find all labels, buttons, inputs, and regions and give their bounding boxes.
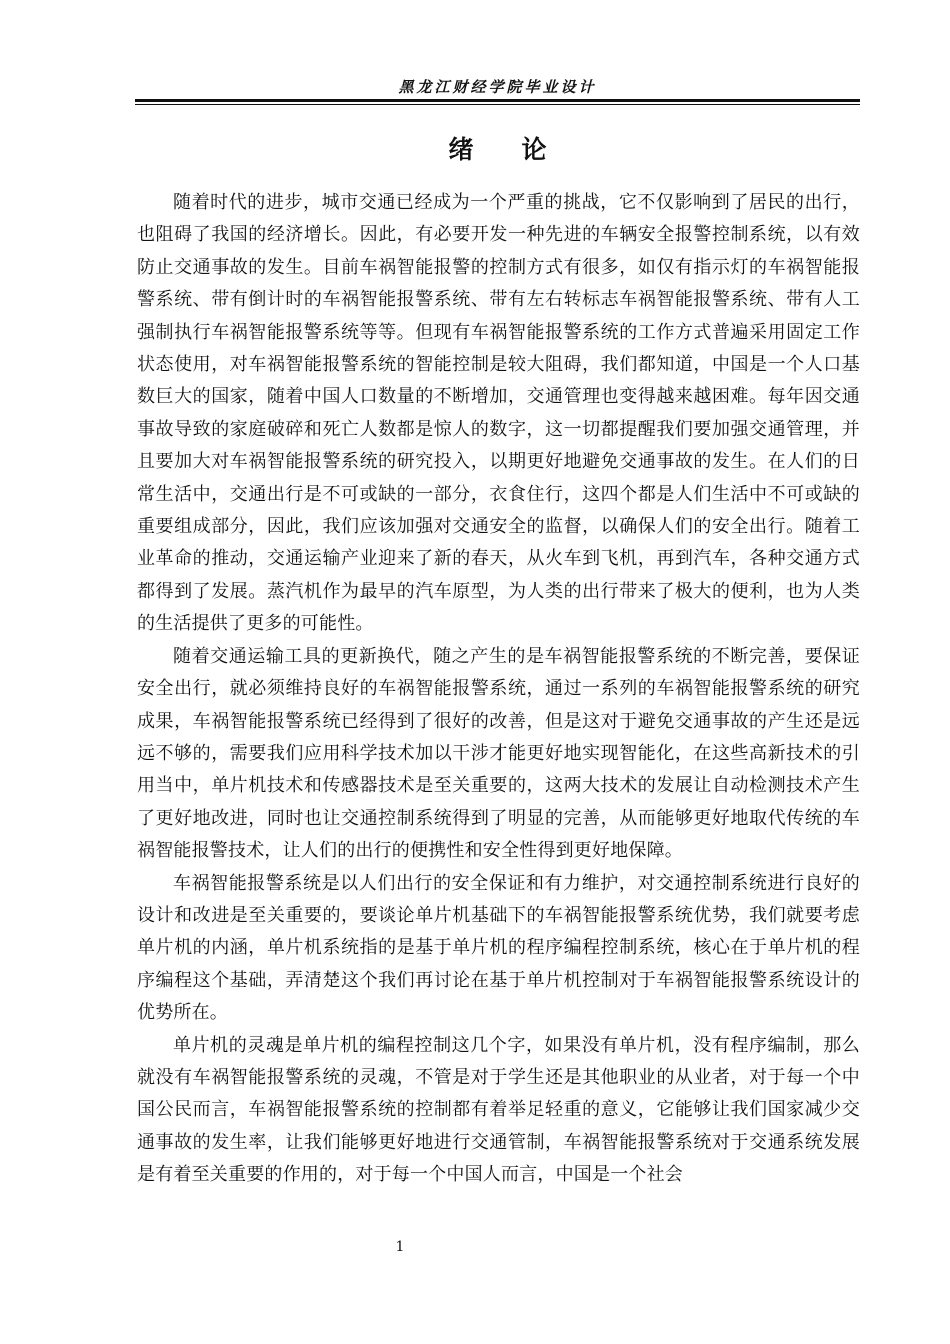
running-header: 黑龙江财经学院毕业设计 (398, 78, 597, 96)
chapter-title: 绪论 (448, 135, 595, 164)
body-text (137, 187, 860, 1192)
header-rule-thin (135, 104, 860, 105)
page-number: 1 (395, 1239, 405, 1255)
paragraph-4: 单片机的灵魂是单片机的编程控制这几个字，如果没有单片机，没有程序编制，那么就没有车祸智能报警系统的灵魂，不管是对于学生还是其他职业的从业者，对于每一个中国公民而言，车祸智能报警系统的控制都有着举足轻重的意义，它能够让我们国家减少交通事故的发生率，让我们能够更好地进行交通管制，车祸智能报警系统对于交通系统发展是有着至关重要的作用的，对于每一个中国人而言，中国是一个社会 (137, 1034, 860, 1186)
paragraph-1: 随着时代的进步，城市交通已经成为一个严重的挑战，它不仅影响到了居民的出行，也阻碍了我国的经济增长。因此，有必要开发一种先进的车辆安全报警控制系统，以有效防止交通事故的发生。目前车祸智能报警的控制方式有很多，如仅有指示灯的车祸智能报警系统、带有倒计时的车祸智能报警系统、带有左右转标志车祸智能报警系统、带有人工强制执行车祸智能报警系统等等。但现有车祸智能报警系统的工作方式普遍采用固定工作状态使用，对车祸智能报警系统的智能控制是较大阻碍，我们都知道，中国是一个人口基数巨大的国家，随着中国人口数量的不断增加，交通管理也变得越来越困难。每年因交通事故导致的家庭破碎和死亡人数都是惊人的数字，这一切都提醒我们要加强交通管理，并且要加大对车祸智能报警系统的研究投入，以期更好地避免交通事故的发生。在人们的日常生活中，交通出行是不可或缺的一部分，衣食住行，这四个都是人们生活中不可或缺的重要组成部分，因此，我们应该加强对交通安全的监督，以确保人们的安全出行。随着工业革命的推动，交通运输产业迎来了新的春天，从火车到飞机，再到汽车，各种交通方式都得到了发展。蒸汽机作为最早的汽车原型，为人类的出行带来了极大的便利，也为人类的生活提供了更多的可能性。 (137, 192, 860, 635)
header-rule-thick (135, 99, 860, 102)
paragraph-3: 车祸智能报警系统是以人们出行的安全保证和有力维护，对交通控制系统进行良好的设计和改进是至关重要的，要谈论单片机基础下的车祸智能报警系统优势，我们就要考虑单片机的内涵，单片机系统指的是基于单片机的程序编程控制系统，核心在于单片机的程序编程这个基础，弄清楚这个我们再讨论在基于单片机控制对于车祸智能报警系统设计的优势所在。 (137, 872, 860, 1024)
paragraph-2: 随着交通运输工具的更新换代，随之产生的是车祸智能报警系统的不断完善，要保证安全出行，就必须维持良好的车祸智能报警系统，通过一系列的车祸智能报警系统的研究成果，车祸智能报警系统已经得到了很好的改善，但是这对于避免交通事故的产生还是远远不够的，需要我们应用科学技术加以干涉才能更好地实现智能化，在这些高新技术的引用当中，单片机技术和传感器技术是至关重要的，这两大技术的发展让自动检测技术产生了更好地改进，同时也让交通控制系统得到了明显的完善，从而能够更好地取代传统的车祸智能报警技术，让人们的出行的便携性和安全性得到更好地保障。 (137, 645, 860, 862)
